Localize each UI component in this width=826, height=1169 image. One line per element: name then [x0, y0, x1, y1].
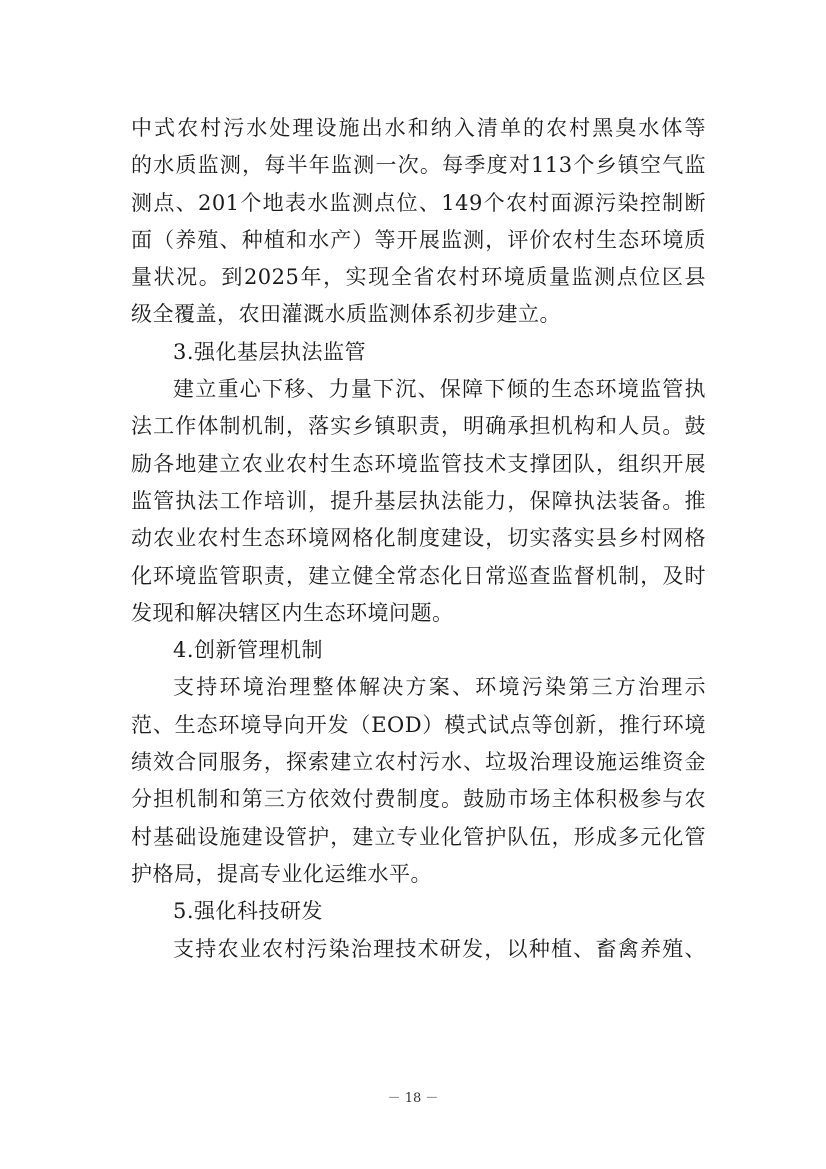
- text-line: 级全覆盖，农田灌溉水质监测体系初步建立。: [131, 302, 561, 327]
- text-line: 支持农业农村污染治理技术研发，以种植、畜禽养殖、: [173, 936, 706, 961]
- text-line: 分担机制和第三方依效付费制度。鼓励市场主体积极参与农: [131, 787, 706, 812]
- text-line: 护格局，提高专业化运维水平。: [131, 861, 432, 886]
- text-line: 绩效合同服务，探索建立农村污水、垃圾治理设施运维资金: [131, 750, 706, 775]
- text-line: 动农业农村生态环境网格化制度建设，切实落实县乡村网格: [131, 526, 706, 551]
- text-line: 的水质监测，每半年监测一次。每季度对113个乡镇空气监: [131, 153, 706, 178]
- text-line: 范、生态环境导向开发（EOD）模式试点等创新，推行环境: [131, 712, 706, 737]
- text-line: 监管执法工作培训，提升基层执法能力，保障执法装备。推: [131, 488, 706, 513]
- text-line: 面（养殖、种植和水产）等开展监测，评价农村生态环境质: [131, 227, 706, 252]
- text-line: 法工作体制机制，落实乡镇职责，明确承担机构和人员。鼓: [131, 414, 706, 439]
- section-heading: 4.创新管理机制: [173, 638, 324, 663]
- page-number: － 18 －: [387, 1091, 439, 1106]
- text-line: 量状况。到2025年，实现全省农村环境质量监测点位区县: [131, 265, 706, 290]
- section-heading: 3.强化基层执法监管: [173, 339, 367, 364]
- text-line: 中式农村污水处理设施出水和纳入清单的农村黑臭水体等: [131, 116, 706, 140]
- body-text: [131, 110, 706, 968]
- text-line: 测点、201个地表水监测点位、149个农村面源污染控制断: [131, 190, 706, 215]
- text-line: 化环境监管职责，建立健全常态化日常巡查监督机制，及时: [131, 563, 706, 588]
- text-line: 村基础设施建设管护，建立专业化管护队伍，形成多元化管: [131, 824, 706, 849]
- text-line: 支持环境治理整体解决方案、环境污染第三方治理示: [173, 675, 706, 700]
- text-line: 发现和解决辖区内生态环境问题。: [131, 600, 454, 625]
- text-line: 励各地建立农业农村生态环境监管技术支撑团队，组织开展: [131, 451, 706, 476]
- text-line: 建立重心下移、力量下沉、保障下倾的生态环境监管执: [173, 377, 706, 402]
- section-heading: 5.强化科技研发: [173, 899, 324, 924]
